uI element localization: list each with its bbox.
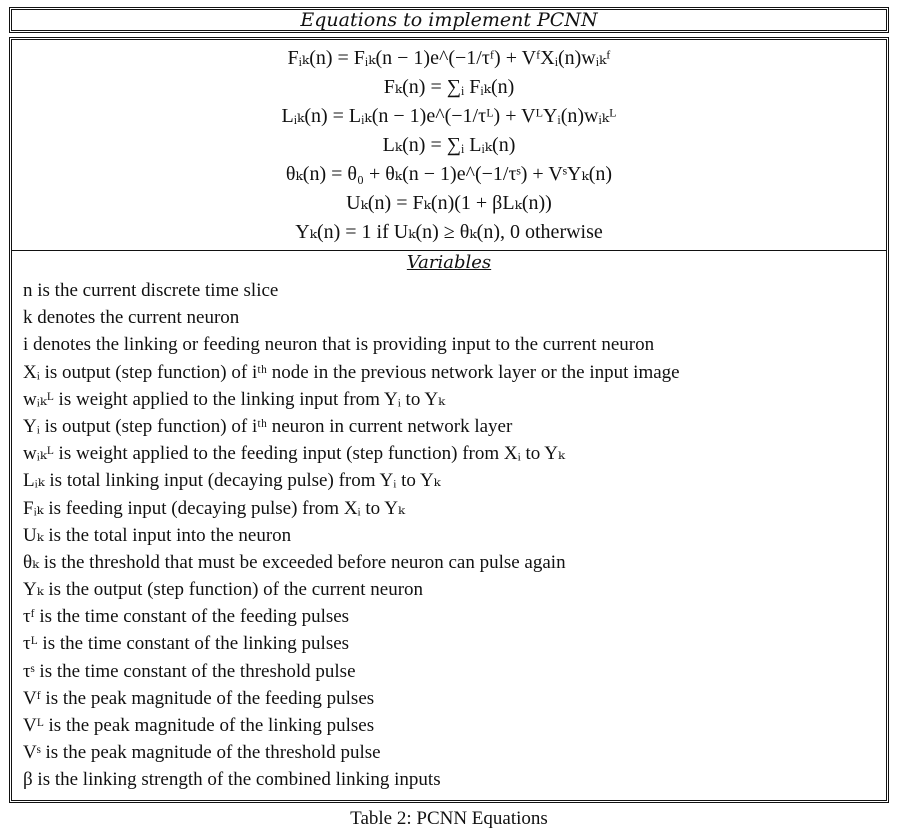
variable-row: Yᵢ is output (step function) of iᵗʰ neuron in current network layer <box>23 415 513 437</box>
equation-threshold: θₖ(n) = θ₀ + θₖ(n − 1)e^(−1/τˢ) + VˢYₖ(n) <box>285 163 613 185</box>
variable-row: n is the current discrete time slice <box>23 280 279 301</box>
variables-heading <box>12 251 886 275</box>
variable-row: Vᴸ is the peak magnitude of the linking pulses <box>23 715 375 736</box>
equation-feeding-input: Fᵢₖ(n) = Fᵢₖ(n − 1)e^(−1/τᶠ) + VᶠXᵢ(n)wᵢₖᶠ <box>287 47 611 69</box>
table-title: Equations to implement PCNN <box>9 7 889 33</box>
variable-row: i denotes the linking or feeding neuron that is providing input to the current neuron <box>23 334 655 356</box>
variable-row: β is the linking strength of the combined linking inputs <box>23 769 441 791</box>
variables-heading-text: Variables <box>406 252 492 273</box>
equations-section <box>12 40 886 251</box>
equation-linking-sum: Lₖ(n) = ∑ᵢ Lᵢₖ(n) <box>382 134 516 156</box>
equation-output: Yₖ(n) = 1 if Uₖ(n) ≥ θₖ(n), 0 otherwise <box>295 221 603 243</box>
pcnn-table <box>9 7 889 803</box>
variable-row: τˢ is the time constant of the threshold pulse <box>23 660 356 682</box>
variable-row: Lᵢₖ is total linking input (decaying pulse) from Yᵢ to Yₖ <box>23 470 441 492</box>
variable-row: τᴸ is the time constant of the linking pulses <box>23 633 350 655</box>
variable-row: wᵢₖᴸ is weight applied to the linking input from Yᵢ to Yₖ <box>23 388 446 410</box>
variable-row: Xᵢ is output (step function) of iᵗʰ node in the previous network layer or the input image <box>23 361 680 383</box>
variable-row: wᵢₖᴸ is weight applied to the feeding input (step function) from Xᵢ to Yₖ <box>23 443 565 465</box>
variables-list <box>12 275 886 800</box>
variable-row: Vᶠ is the peak magnitude of the feeding pulses <box>23 687 375 709</box>
variable-row: Uₖ is the total input into the neuron <box>23 524 292 546</box>
variable-row: Fᵢₖ is feeding input (decaying pulse) from Xᵢ to Yₖ <box>23 497 405 519</box>
variable-row: τᶠ is the time constant of the feeding pulses <box>23 606 350 628</box>
equation-internal-activity: Uₖ(n) = Fₖ(n)(1 + βLₖ(n)) <box>346 192 552 214</box>
table-body <box>9 37 889 803</box>
variable-row: Vˢ is the peak magnitude of the threshold pulse <box>23 742 381 764</box>
table-caption: Table 2: PCNN Equations <box>350 808 548 829</box>
variable-row: k denotes the current neuron <box>23 307 240 329</box>
variable-row: Yₖ is the output (step function) of the current neuron <box>23 579 424 601</box>
equation-linking-input: Lᵢₖ(n) = Lᵢₖ(n − 1)e^(−1/τᴸ) + VᴸYᵢ(n)wᵢₖᴸ <box>281 105 617 127</box>
variable-row: θₖ is the threshold that must be exceeded before neuron can pulse again <box>23 551 566 573</box>
equation-feeding-sum: Fₖ(n) = ∑ᵢ Fᵢₖ(n) <box>383 76 515 98</box>
